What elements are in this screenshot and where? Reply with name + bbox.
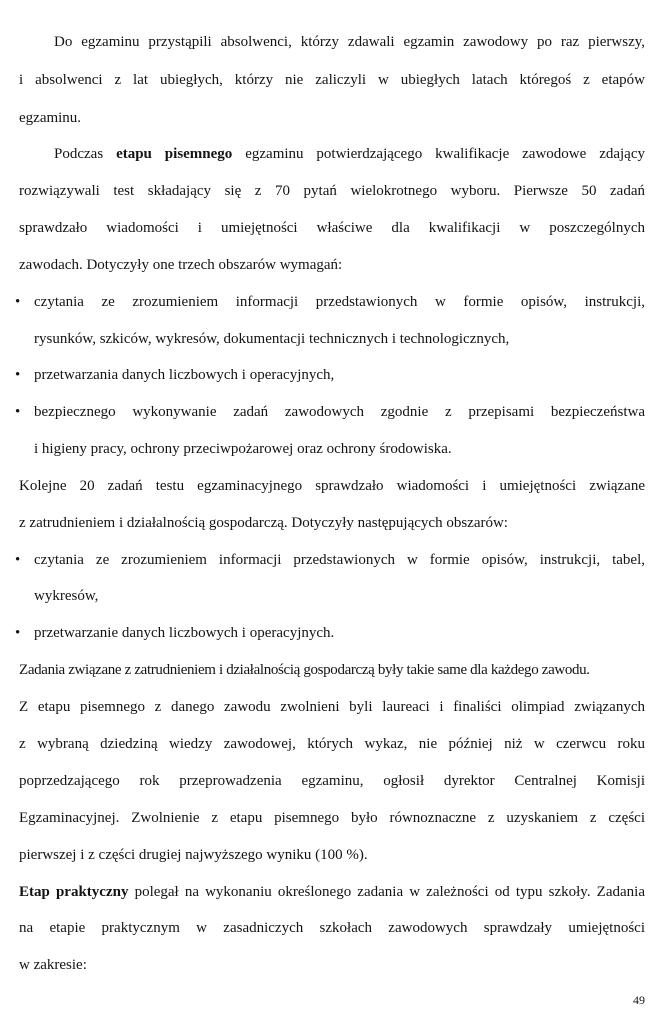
list-item: czytania ze zrozumieniem informacji przedstawionych w formie opisów, instrukcji, tabel, <box>34 552 645 568</box>
text-line: zawodach. Dotyczyły one trzech obszarów wymagań: <box>19 257 343 273</box>
text-line: Egzaminacyjnej. Zwolnienie z etapu pisemnego było równoznaczne z uzyskaniem z części <box>19 810 645 826</box>
bullet: • <box>15 294 21 310</box>
text-line: na etapie praktycznym w zasadniczych szkołach zawodowych sprawdzały umiejętności <box>19 920 645 936</box>
page-number: 49 <box>633 993 645 1007</box>
text-line: pierwszej i z części drugiej najwyższego wyniku (100 %). <box>19 847 368 863</box>
text-line: rozwiązywali test składający się z 70 pytań wielokrotnego wyboru. Pierwsze 50 zadań <box>19 183 645 199</box>
text-line <box>19 882 645 902</box>
bullet: • <box>15 367 21 383</box>
text-line: rysunków, szkiców, wykresów, dokumentacji technicznych i technologicznych, <box>34 331 510 347</box>
bullet: • <box>15 552 21 568</box>
text-line: wykresów, <box>34 588 99 604</box>
text-run: polegał na wykonaniu określonego zadania w zależności od typu szkoły. Zadania <box>128 884 645 900</box>
text-run: Podczas <box>54 146 117 162</box>
bullet: • <box>15 404 21 420</box>
text-run: egzaminu potwierdzającego kwalifikacje zawodowe zdający <box>232 146 645 162</box>
text-line: z wybraną dziedziną wiedzy zawodowej, których wykaz, nie później niż w czerwcu roku <box>19 736 645 752</box>
bold-term: Etap praktyczny <box>19 884 129 900</box>
text-line <box>54 144 645 164</box>
text-line: sprawdzało wiadomości i umiejętności właściwe dla kwalifikacji w poszczególnych <box>19 220 645 236</box>
text-line: w zakresie: <box>19 957 87 973</box>
text-line: z zatrudnieniem i działalnością gospodarczą. Dotyczyły następujących obszarów: <box>19 515 508 531</box>
text-line: Zadania związane z zatrudnieniem i działalnością gospodarczą były takie same dla każdego zawodu. <box>19 662 590 678</box>
text-line: i higieny pracy, ochrony przeciwpożarowej oraz ochrony środowiska. <box>34 441 452 457</box>
text-line: Kolejne 20 zadań testu egzaminacyjnego sprawdzało wiadomości i umiejętności związane <box>19 478 645 494</box>
text-line: Do egzaminu przystąpili absolwenci, którzy zdawali egzamin zawodowy po raz pierwszy, <box>54 34 645 50</box>
bullet: • <box>15 625 21 641</box>
bold-term: etapu pisemnego <box>116 146 233 162</box>
list-item: bezpiecznego wykonywanie zadań zawodowych zgodnie z przepisami bezpieczeństwa <box>34 404 645 420</box>
text-line: Z etapu pisemnego z danego zawodu zwolnieni byli laureaci i finaliści olimpiad związanych <box>19 699 645 715</box>
list-item: przetwarzania danych liczbowych i operacyjnych, <box>34 367 335 383</box>
text-line: egzaminu. <box>19 110 82 126</box>
text-line: i absolwenci z lat ubiegłych, którzy nie zaliczyli w ubiegłych latach któregoś z etapów <box>19 72 645 88</box>
text-line: poprzedzającego rok przeprowadzenia egzaminu, ogłosił dyrektor Centralnej Komisji <box>19 773 645 789</box>
list-item: przetwarzanie danych liczbowych i operacyjnych. <box>34 625 335 641</box>
list-item: czytania ze zrozumieniem informacji przedstawionych w formie opisów, instrukcji, <box>34 294 645 310</box>
